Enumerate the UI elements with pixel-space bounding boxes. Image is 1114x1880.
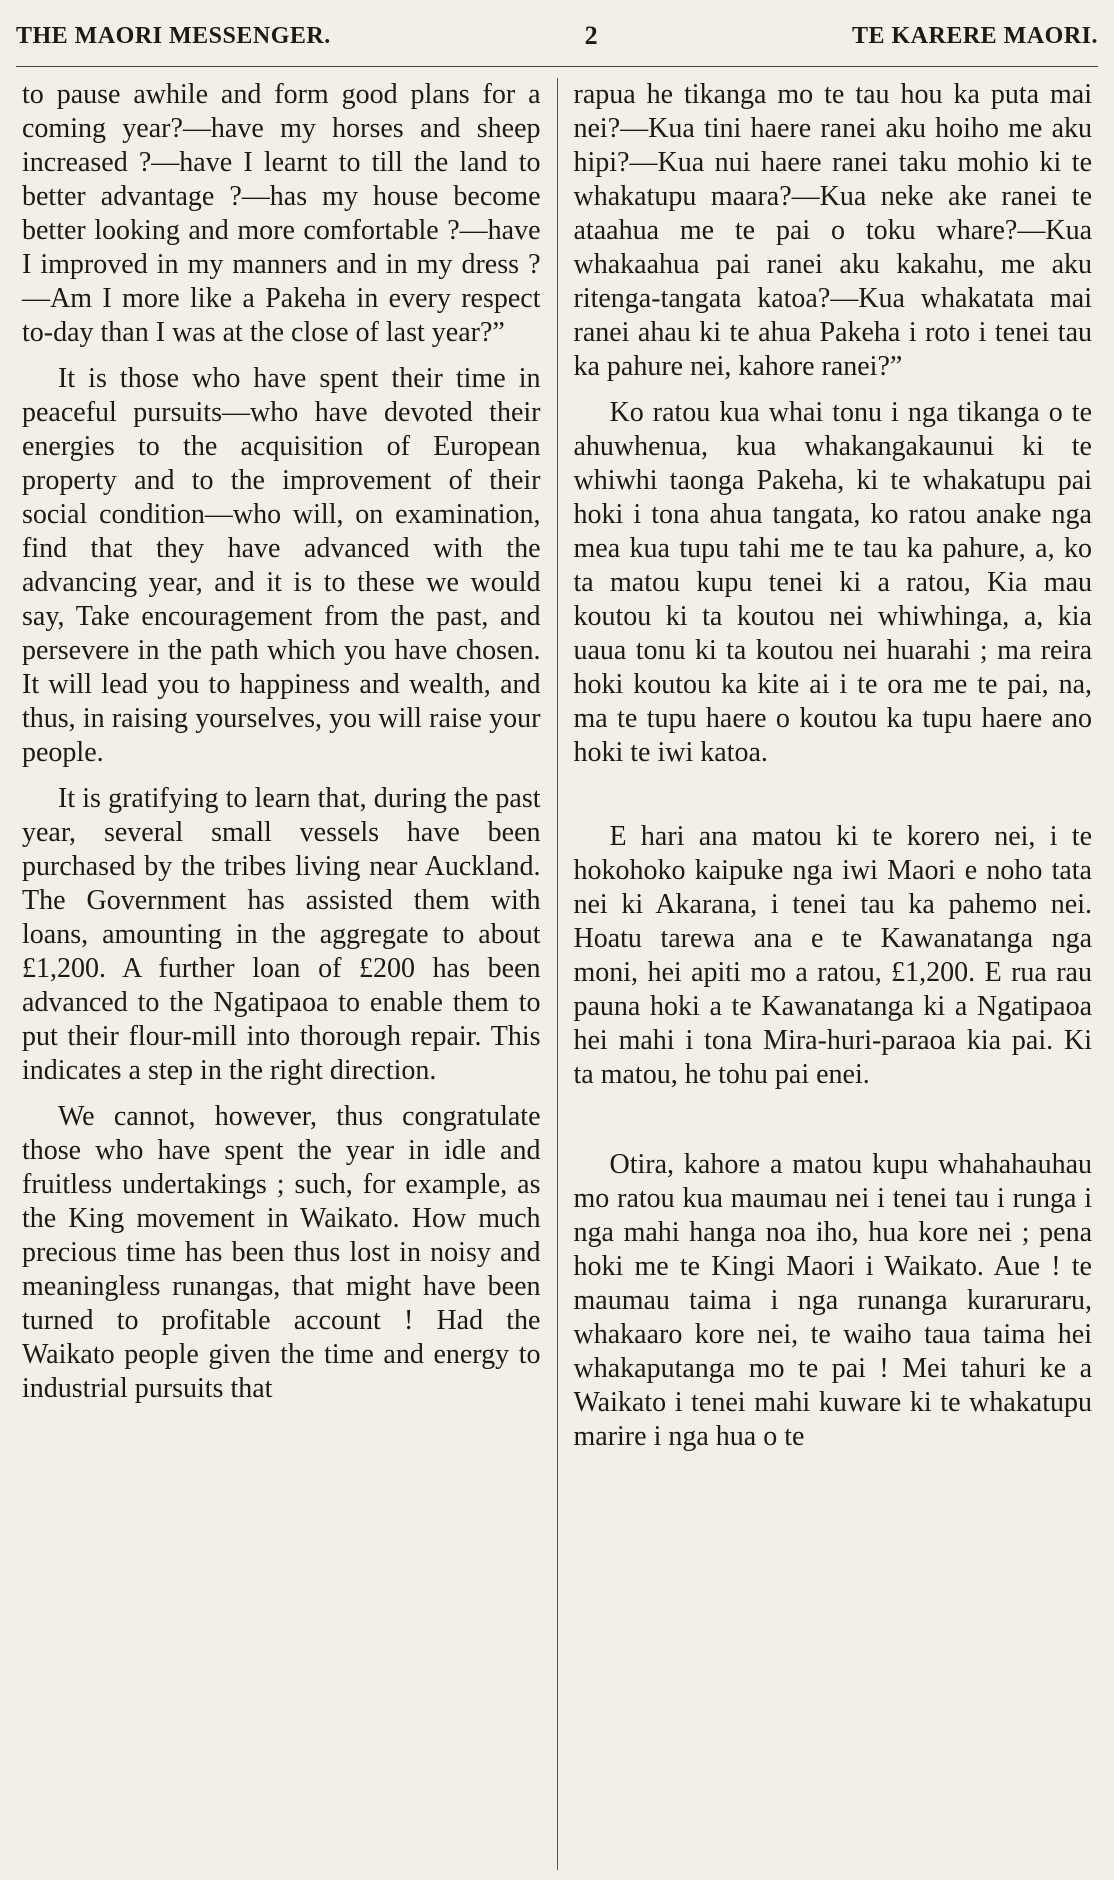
english-paragraph-1: to pause awhile and form good plans for a coming year?—have my horses and sheep increased ?—have I learnt to till the land to better advantage ?—has my house become better looking and more comfortable ?—have I improved in my manners and in my dress ?—Am I more like a Pakeha in every respect to-day than I was at the close of last year?” [22,79,541,348]
maori-paragraph-4: Otira, kahore a matou kupu whahahauhau mo ratou kua maumau nei i tenei tau i runga i nga mahi hanga noa iho, hua kore nei ; pena hoki me te Kingi Maori i Waikato. Aue ! te maumau taima i nga runanga kuraruraru, whakaaro kore nei, te waiho taua taima hei whakaputanga mo te pai ! Mei tahuri ke a Waikato i tenei mahi kuware ki te whakatupu marire i nga hua o te [573,1149,1092,1452]
maori-paragraph-1: rapua he tikanga mo te tau hou ka puta mai nei?—Kua tini haere ranei aku hoiho me aku hipi?—Kua nui haere ranei taku mohio ki te whakatupu maara?—Kua neke ake ranei te ataahua me te pai o toku whare?—Kua whakaahua pai ranei aku kakahu, me aku ritenga-tangata katoa?—Kua whakatata mai ranei ahau ki te ahua Pakeha i roto i tenei tau ka pahure nei, kahore ranei?” [573,79,1092,382]
two-column-body [16,78,1098,1870]
english-masthead: THE MAORI MESSENGER. [16,22,331,49]
column-divider [557,78,558,1870]
maori-spacer-1 [574,782,1093,820]
english-paragraph-2: It is those who have spent their time in peaceful pursuits—who have devoted their energies to the acquisition of European property and to the improvement of their social condition—who will, on examination, find that they have advanced with the advancing year, and it is to these we would say, Take encouragement from the past, and persevere in the path which you have chosen. It will lead you to happiness and wealth, and thus, in raising yourselves, you will raise your people. [22,363,541,768]
page-header [16,0,1098,64]
page-number: 2 [584,21,599,50]
english-column [16,78,547,1870]
maori-paragraph-2: Ko ratou kua whai tonu i nga tikanga o te ahuwhenua, kua whakangakaunui ki te whiwhi taonga Pakeha, ki te whakatupu pai hoki i tona ahua tangata, ko ratou anake nga mea kua tupu tahi me te tau ka pahure, a, ko ta matou kupu tenei ki a ratou, Kia mau koutou ki ta koutou nei whiwhinga, a, kia uaua tonu ki ta koutou nei huarahi ; ma reira hoki koutou ka kite ai i te ora me te pai, na, ma te tupu haere o koutou ka tupu haere ano hoki te iwi katoa. [573,397,1092,768]
maori-column [568,78,1099,1870]
english-paragraph-4: We cannot, however, thus congratulate those who have spent the year in idle and fruitless undertakings ; such, for example, as the King movement in Waikato. How much precious time has been thus lost in noisy and meaningless runangas, that might have been turned to profitable account ! Had the Waikato people given the time and energy to industrial pursuits that [22,1101,541,1404]
maori-paragraph-3: E hari ana matou ki te korero nei, i te hokohoko kaipuke nga iwi Maori e noho tata nei ki Akarana, i tenei tau ka pahemo nei. Hoatu tarewa ana e te Kawanatanga nga moni, hei apiti mo a ratou, £1,200. E rua rau pauna hoki a te Kawanatanga ki a Ngatipaoa hei mahi i tona Mira-huri-paraoa kia pai. Ki ta matou, he tohu pai enei. [573,821,1092,1090]
maori-spacer-2 [574,1104,1093,1148]
maori-masthead: TE KARERE MAORI. [851,22,1098,49]
header-rule [16,66,1098,67]
english-paragraph-3: It is gratifying to learn that, during the past year, several small vessels have been purchased by the tribes living near Auckland. The Government has assisted them with loans, amounting in the aggregate to about £1,200. A further loan of £200 has been advanced to the Ngatipaoa to enable them to put their flour-mill into thorough repair. This indicates a step in the right direction. [22,783,541,1086]
